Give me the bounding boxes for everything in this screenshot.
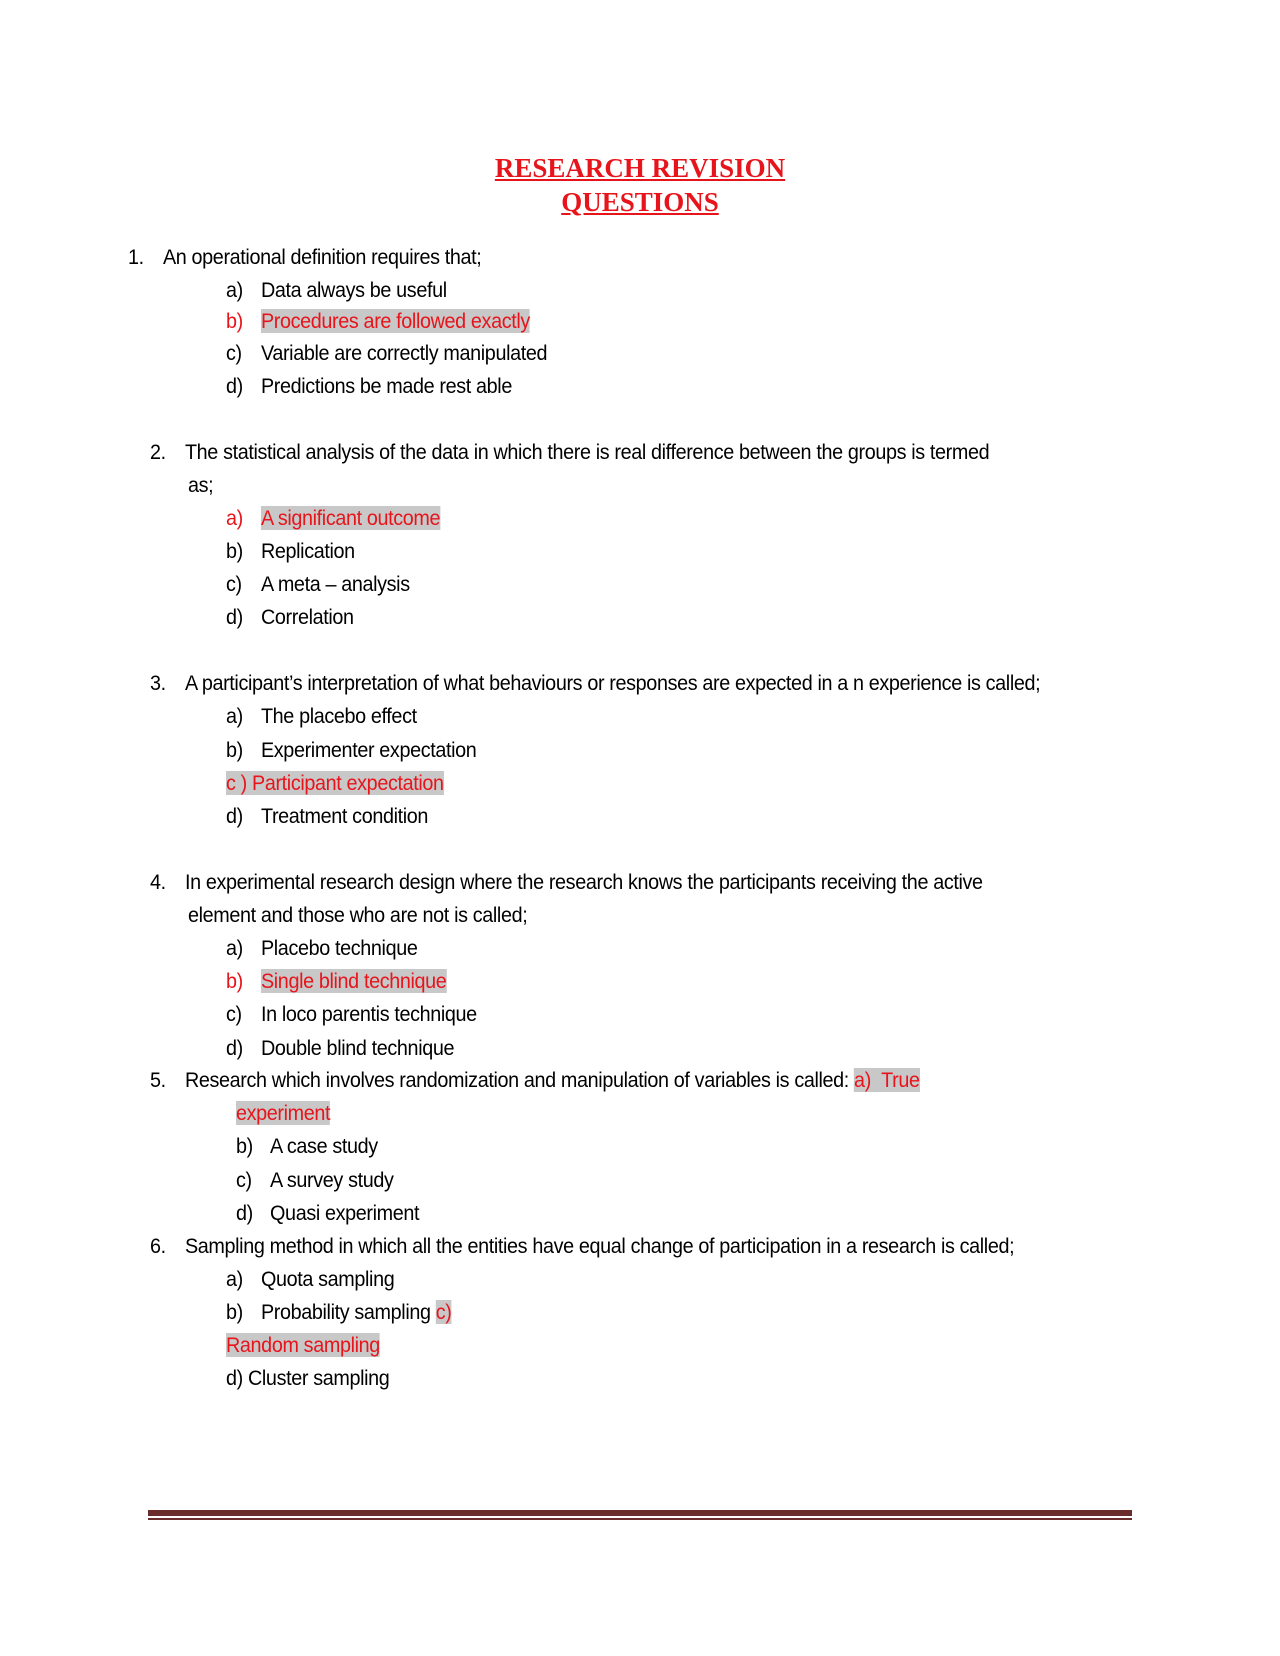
footer-rule-thin [148, 1518, 1132, 1520]
option-c: c) In loco parentis technique [226, 1002, 477, 1026]
question-stem-line2: element and those who are not is called; [188, 903, 528, 927]
option-d: d) Predictions be made rest able [226, 374, 512, 398]
option-c-answer: Random sampling [226, 1333, 380, 1357]
option-b: b) Experimenter expectation [226, 738, 477, 762]
option-d: d) Quasi experiment [236, 1201, 420, 1225]
option-b: b) Probability sampling c) [226, 1300, 452, 1324]
option-b: b) A case study [236, 1134, 378, 1158]
option-b: b) Replication [226, 539, 355, 563]
document-page: RESEARCH REVISION QUESTIONS 1. An operational definition requires that; a) Data always be useful b) Procedures are followed exactly c) Variable are correctly manipulated d) Predictions be made rest able 2. The statistical analysis of the data in which there is real difference between the groups is termed as; a) A significant outcome b) Replication c) A meta – analysis d) Correlation 3. A participant’s interpretation of what behaviours or responses are expected in a n experience is called; a) The placebo effect b) Experimenter expectation c ) Participant expectation d) Treatment condition 4. In experimental research design where the research knows the participants receiving the active element and those who are not is called; a) Placebo technique b) Single blind technique c) In loco parentis technique d) Double blind technique 5. Research which involves randomization and manipulation of variables is called: a) True experiment b) A case study c) A survey study d) Quasi experiment 6. Sampling method in which all the entities have equal change of participation in a research is called; a) Quota sampling b) Probability sampling c) Random sampling d) Cluster sampling [0, 0, 1280, 1656]
option-c: c) Variable are correctly manipulated [226, 341, 548, 365]
option-c-answer: c ) Participant expectation [226, 771, 444, 795]
option-c: c) A survey study [236, 1168, 394, 1192]
option-d: d) Cluster sampling [226, 1366, 390, 1390]
option-b-answer: b) Single blind technique [226, 969, 447, 993]
option-a: a) Quota sampling [226, 1267, 395, 1291]
question-stem-line2: as; [188, 473, 214, 497]
page-title-line2: QUESTIONS [561, 187, 719, 217]
option-d: d) Double blind technique [226, 1036, 455, 1060]
page-title: RESEARCH REVISION [494, 153, 786, 183]
answer-inline: a) True [854, 1068, 920, 1092]
option-a: a) Data always be useful [226, 278, 447, 302]
answer-inline: c) [435, 1300, 452, 1324]
option-a: a) The placebo effect [226, 704, 417, 728]
option-c: c) A meta – analysis [226, 572, 410, 596]
option-d: d) Correlation [226, 605, 354, 629]
option-a-answer: a) A significant outcome [226, 506, 441, 530]
answer-wrap: experiment [236, 1101, 331, 1125]
footer-rule [148, 1510, 1132, 1516]
option-b-answer: b) Procedures are followed exactly [226, 309, 530, 333]
option-d: d) Treatment condition [226, 804, 429, 828]
option-a: a) Placebo technique [226, 936, 418, 960]
